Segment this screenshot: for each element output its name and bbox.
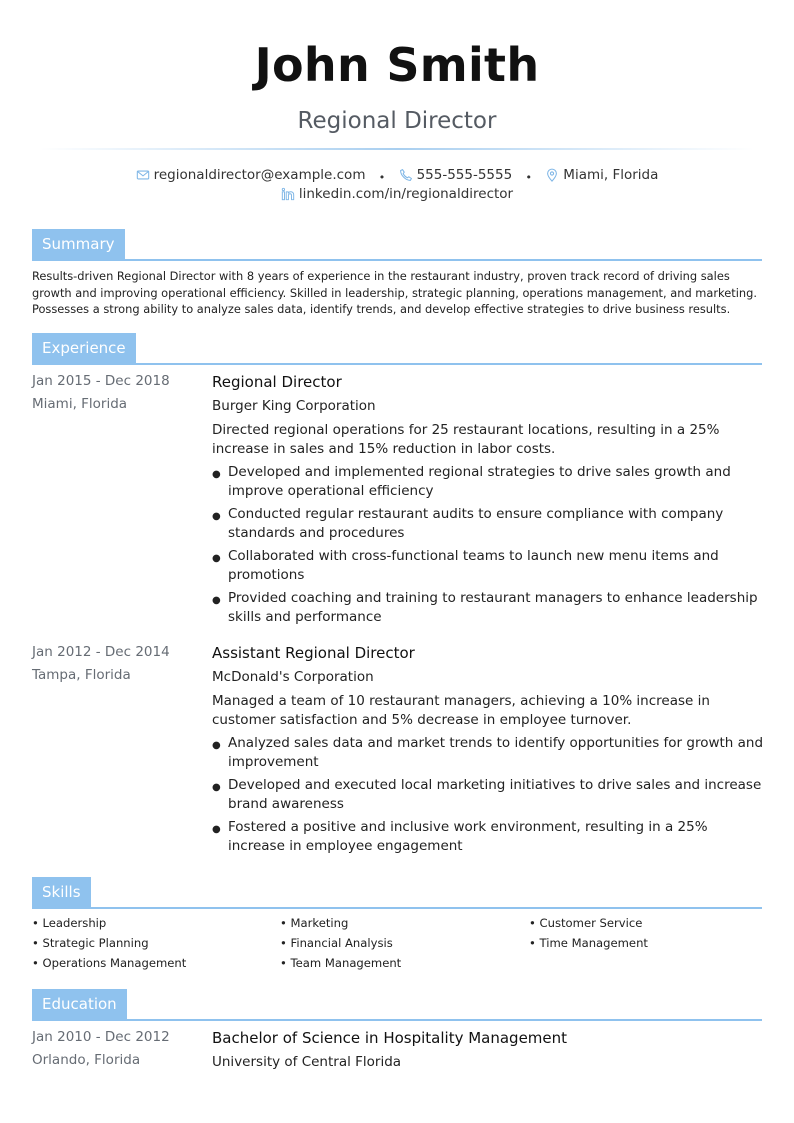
job-bullet: ● Analyzed sales data and market trends to identify opportunities for growth and improvement: [212, 734, 764, 772]
skills-section-header: [32, 877, 762, 909]
job-bullet: ● Conducted regular restaurant audits to ensure compliance with company standards and procedures: [212, 505, 764, 543]
job-location: Miami, Florida: [32, 396, 128, 412]
job-bullets: [212, 734, 764, 856]
job-location: Tampa, Florida: [32, 667, 131, 683]
job-company: Burger King Corporation: [212, 398, 376, 414]
skill-item: • Customer Service: [529, 916, 643, 930]
skill-item: • Leadership: [32, 916, 107, 930]
skill-label: Leadership: [42, 916, 107, 930]
candidate-name: John Smith: [254, 38, 540, 92]
skills-heading: Skills: [32, 877, 91, 907]
job-dates: Jan 2012 - Dec 2014: [32, 644, 170, 660]
job-bullet: ● Collaborated with cross-functional teams to launch new menu items and promotions: [212, 547, 764, 585]
skill-item: • Time Management: [529, 936, 648, 950]
job-bullet: ● Provided coaching and training to restaurant managers to enhance leadership skills and performance: [212, 589, 764, 627]
education-heading: Education: [32, 989, 127, 1019]
job-meta: [32, 644, 202, 690]
skill-item: • Marketing: [280, 916, 349, 930]
section-rule: [32, 1019, 762, 1021]
skill-label: Team Management: [290, 956, 402, 970]
phone-icon: [399, 168, 413, 182]
job-company: McDonald's Corporation: [212, 669, 374, 685]
job-details: [212, 373, 764, 631]
contact-linkedin[interactable]: [281, 186, 513, 202]
summary-section-header: [32, 229, 762, 261]
candidate-role: Regional Director: [297, 108, 497, 134]
education-degree: Bachelor of Science in Hospitality Management: [212, 1029, 568, 1047]
summary-text: Results-driven Regional Director with 8 years of experience in the restaurant industry, proven track record of driving sales growth and improving operational efficiency. Skilled in leadership, strategic planning, operations management, and marketing. Possesses a strong ability to analyze sales data, identify trends, and develop effective strategies to drive business results.: [32, 269, 757, 316]
job-bullet: ● Developed and implemented regional strategies to drive sales growth and improve operational efficiency: [212, 463, 764, 501]
contact-line-secondary: [0, 186, 794, 205]
mail-icon: [136, 168, 150, 182]
contact-location: [545, 167, 658, 183]
job-title: Regional Director: [212, 373, 342, 391]
map-pin-icon: [545, 168, 559, 182]
contact-separator: •: [378, 171, 386, 184]
skill-item: • Team Management: [280, 956, 402, 970]
email-text: regionaldirector@example.com: [153, 167, 366, 183]
section-rule: [32, 259, 762, 261]
skill-label: Strategic Planning: [42, 936, 149, 950]
education-meta: [32, 1029, 202, 1075]
contact-email[interactable]: [136, 167, 366, 183]
job-details: [212, 644, 764, 860]
experience-section-header: [32, 333, 762, 365]
skill-label: Marketing: [290, 916, 349, 930]
skill-label: Time Management: [539, 936, 648, 950]
education-dates: Jan 2010 - Dec 2012: [32, 1029, 170, 1045]
job-title: Assistant Regional Director: [212, 644, 415, 662]
section-rule: [32, 907, 762, 909]
contact-separator: •: [525, 171, 532, 184]
skill-item: • Operations Management: [32, 956, 187, 970]
skill-item: • Strategic Planning: [32, 936, 149, 950]
education-school: University of Central Florida: [212, 1054, 402, 1070]
education-section-header: [32, 989, 762, 1021]
summary-heading: Summary: [32, 229, 125, 259]
skill-label: Operations Management: [42, 956, 187, 970]
job-description: Managed a team of 10 restaurant managers, achieving a 10% increase in customer satisfaction and 5% decrease in employee turnover.: [212, 693, 710, 728]
section-rule: [32, 363, 762, 365]
job-dates: Jan 2015 - Dec 2018: [32, 373, 170, 389]
job-bullet: ● Fostered a positive and inclusive work environment, resulting in a 25% increase in employee engagement: [212, 818, 764, 856]
job-bullets: [212, 463, 764, 627]
skill-item: • Financial Analysis: [280, 936, 393, 950]
contact-line-primary: [0, 167, 794, 186]
education-details: [212, 1029, 764, 1077]
location-text: Miami, Florida: [563, 167, 659, 183]
phone-text: 555-555-5555: [416, 167, 513, 183]
linkedin-icon: [281, 187, 295, 201]
job-meta: [32, 373, 202, 419]
education-location: Orlando, Florida: [32, 1052, 141, 1068]
job-description: Directed regional operations for 25 restaurant locations, resulting in a 25% increase in sales and 15% reduction in labor costs.: [212, 422, 720, 457]
linkedin-text: linkedin.com/in/regionaldirector: [298, 186, 514, 202]
contact-phone[interactable]: [399, 167, 513, 183]
experience-heading: Experience: [32, 333, 136, 363]
header-divider: [40, 148, 754, 150]
skill-label: Customer Service: [539, 916, 643, 930]
skill-label: Financial Analysis: [290, 936, 393, 950]
job-bullet: ● Developed and executed local marketing initiatives to drive sales and increase brand awareness: [212, 776, 764, 814]
